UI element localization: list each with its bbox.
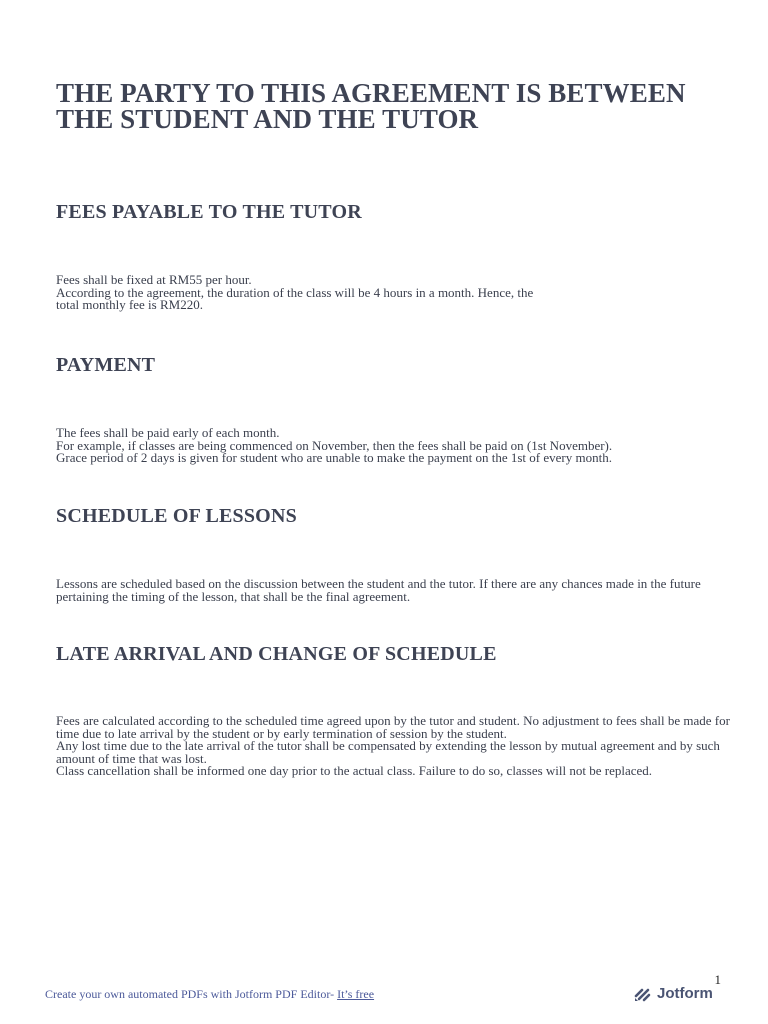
paragraph: Lessons are scheduled based on the discussion between the student and the tutor. If there are any chances made in the future pertaining the timing of the lesson, that shall be the final agreement. — [56, 576, 701, 604]
section-heading-schedule: SCHEDULE OF LESSONS — [56, 505, 297, 527]
footer-promo — [45, 987, 374, 1002]
section-body-late-arrival — [56, 715, 736, 778]
paragraph: Grace period of 2 days is given for student who are unable to make the payment on the 1st of every month. — [56, 450, 612, 465]
paragraph: According to the agreement, the duration of the class will be 4 hours in a month. Hence, the total monthly fee is RM220. — [56, 284, 534, 312]
section-body-schedule — [56, 578, 736, 603]
section-heading-fees: FEES PAYABLE TO THE TUTOR — [56, 201, 362, 223]
section-heading-payment: PAYMENT — [56, 354, 156, 376]
jotform-logo-text: Jotform — [657, 985, 713, 1002]
paragraph: The fees shall be paid early of each month. — [56, 425, 280, 440]
paragraph: Fees shall be fixed at RM55 per hour. — [56, 272, 252, 287]
footer-promo-link[interactable]: It’s free — [337, 987, 375, 1001]
paragraph: Any lost time due to the late arrival of the tutor shall be compensated by extending the lesson by mutual agreement and by such amount of time that was lost. — [56, 738, 720, 766]
document-title: THE PARTY TO THIS AGREEMENT IS BETWEEN THE STUDENT AND THE TUTOR — [56, 78, 686, 134]
paragraph: Fees are calculated according to the scheduled time agreed upon by the tutor and student. No adjustment to fees shall be made for time due to late arrival by the student or by early termination of session by the student. — [56, 713, 730, 741]
paragraph: For example, if classes are being commenced on November, then the fees shall be paid on (1st November). — [56, 437, 613, 453]
jotform-logo[interactable] — [634, 985, 713, 1002]
footer-promo-text: Create your own automated PDFs with Jotform PDF Editor- — [45, 987, 338, 1001]
page-number: 1 — [714, 972, 721, 987]
section-body-fees — [56, 274, 556, 312]
section-body-payment — [56, 427, 736, 465]
section-heading-late-arrival: LATE ARRIVAL AND CHANGE OF SCHEDULE — [56, 643, 497, 665]
jotform-logo-icon — [634, 986, 652, 1002]
paragraph: Class cancellation shall be informed one day prior to the actual class. Failure to do so, classes will not be replaced. — [56, 763, 653, 778]
